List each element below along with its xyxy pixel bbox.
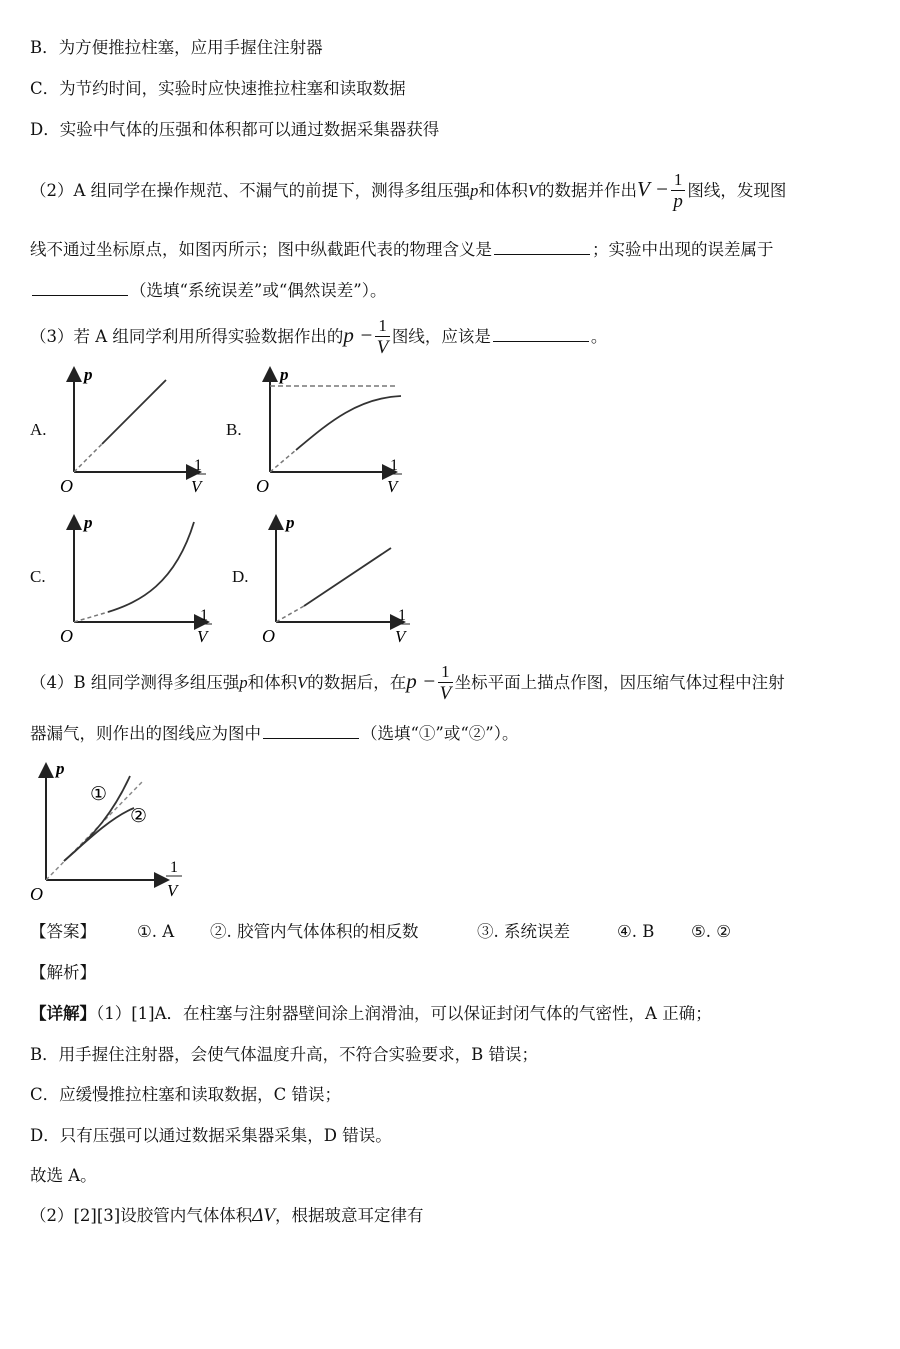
q3-fraction xyxy=(375,316,390,359)
q3-frac-lhs: p − xyxy=(343,323,374,347)
q2-frac-den: p xyxy=(673,191,683,212)
graph-d-p-label: p xyxy=(286,513,295,532)
q4-text-1: （4）B 组同学测得多组压强 xyxy=(30,673,240,692)
answer-item-4: ④. B xyxy=(617,922,655,941)
q4-frac-den: V xyxy=(439,683,452,704)
q2-line3 xyxy=(30,279,387,303)
q2-frac-lhs: V − xyxy=(637,177,669,201)
q4-frac-num: 1 xyxy=(438,662,453,683)
graph-q4-label-1: ① xyxy=(90,784,108,805)
q2-text-3: 的数据并作出 xyxy=(538,181,638,200)
q4-var-p: p xyxy=(239,673,248,692)
q4-line1 xyxy=(30,662,785,705)
q2-fraction xyxy=(671,170,686,213)
graph-a xyxy=(50,360,220,500)
graph-label-a: A. xyxy=(30,420,47,439)
graph-label-c: C. xyxy=(30,567,46,586)
graph-q4-x-den: V xyxy=(167,881,178,900)
graph-d-x-num: 1 xyxy=(398,607,406,624)
q3-line1 xyxy=(30,316,607,359)
graph-a-x-den: V xyxy=(191,477,202,496)
answer-label: 【答案】 xyxy=(30,922,96,941)
q3-text-1: （3）若 A 组同学利用所得实验数据作出的 xyxy=(30,327,344,346)
q4-var-v: V xyxy=(297,673,308,692)
q2-text-7: （选填“系统误差”或“偶然误差”）。 xyxy=(130,281,387,300)
graph-label-d: D. xyxy=(232,567,249,586)
graph-q4-origin: O xyxy=(30,884,43,904)
q3-frac-den: V xyxy=(376,337,389,358)
graph-b-x-den: V xyxy=(387,477,398,496)
q4-frac-lhs: p − xyxy=(406,669,437,693)
graph-b-p-label: p xyxy=(280,365,289,384)
graph-q4-label-2: ② xyxy=(130,806,148,827)
option-d-text: D．实验中气体的压强和体积都可以通过数据采集器获得 xyxy=(30,120,440,139)
graph-d xyxy=(252,508,422,648)
q4-text-6: （选填“①”或“②”）。 xyxy=(361,724,519,743)
q4-text-5: 器漏气，则作出的图线应为图中 xyxy=(30,724,261,743)
analysis-label: 【解析】 xyxy=(30,963,96,982)
option-c-text: C．为节约时间，实验时应快速推拉柱塞和读取数据 xyxy=(30,79,406,98)
option-b-text: B．为方便推拉柱塞，应用手握住注射器 xyxy=(30,38,323,57)
graph-b-extrapolation xyxy=(270,450,296,472)
q2-blank-2[interactable] xyxy=(32,279,128,296)
detail-line-6 xyxy=(30,1204,424,1228)
graph-a-p-label: p xyxy=(84,365,93,384)
q4-text-2: 和体积 xyxy=(247,673,298,692)
graph-c-x-den: V xyxy=(197,627,208,646)
q2-text-5: 线不通过坐标原点，如图丙所示；图中纵截距代表的物理含义是 xyxy=(30,240,492,259)
answer-item-2: ②. 胶管内气体体积的相反数 xyxy=(210,922,419,941)
graph-b-origin: O xyxy=(256,476,269,496)
q4-line2 xyxy=(30,722,519,746)
q2-line1 xyxy=(30,170,786,213)
graph-a-line xyxy=(102,380,166,444)
q3-text-3: 。 xyxy=(590,327,608,346)
answer-item-5: ⑤. ② xyxy=(691,922,732,941)
q4-text-4: 坐标平面上描点作图，因压缩气体过程中注射 xyxy=(454,673,785,692)
graph-c-extrapolation xyxy=(74,612,108,622)
answer-item-3: ③. 系统误差 xyxy=(477,922,570,941)
graph-d-line xyxy=(304,548,391,606)
detail-delta-v: ΔV xyxy=(252,1205,276,1226)
graph-b-curve xyxy=(296,396,401,450)
detail-text-6b: ，根据玻意耳定律有 xyxy=(275,1206,424,1225)
q2-var-v: V xyxy=(527,181,539,200)
q4-fraction xyxy=(438,662,453,705)
graph-q4-x-num: 1 xyxy=(170,859,178,876)
q4-text-3: 的数据后，在 xyxy=(307,673,407,692)
graph-c-origin: O xyxy=(60,626,73,646)
detail-label: 【详解】 xyxy=(30,1004,96,1023)
q2-frac-num: 1 xyxy=(671,170,686,191)
graph-b-x-num: 1 xyxy=(390,457,398,474)
graph-d-extrapolation xyxy=(276,606,304,622)
graph-d-origin: O xyxy=(262,626,275,646)
detail-line-4: D．只有压强可以通过数据采集器采集，D 错误。 xyxy=(30,1126,392,1145)
graph-b xyxy=(246,360,416,500)
graph-c-x-num: 1 xyxy=(200,607,208,624)
graph-q4 xyxy=(24,756,204,906)
answer-item-1: ①. A xyxy=(137,922,175,941)
graph-a-extrapolation xyxy=(74,444,102,472)
graph-a-x-num: 1 xyxy=(194,457,202,474)
q2-line2 xyxy=(30,238,774,262)
detail-line-1 xyxy=(30,1002,712,1026)
q3-text-2: 图线，应该是 xyxy=(391,327,491,346)
q2-text-4: 图线，发现图 xyxy=(687,181,787,200)
q2-blank-1[interactable] xyxy=(494,238,590,255)
q4-blank[interactable] xyxy=(263,722,359,739)
detail-line-2: B．用手握住注射器，会使气体温度升高，不符合实验要求，B 错误； xyxy=(30,1045,538,1064)
detail-line-3: C．应缓慢推拉柱塞和读取数据，C 错误； xyxy=(30,1085,341,1104)
graph-c-curve xyxy=(108,522,194,612)
detail-line-5: 故选 A。 xyxy=(30,1166,97,1185)
detail-text-6a: （2）[2][3]设胶管内气体体积 xyxy=(30,1206,253,1225)
graph-c-p-label: p xyxy=(84,513,93,532)
q2-var-p: p xyxy=(470,181,479,200)
graph-c xyxy=(50,508,225,648)
q2-text-6: ；实验中出现的误差属于 xyxy=(592,240,774,259)
graph-q4-p-label: p xyxy=(56,759,65,778)
q2-text-2: 和体积 xyxy=(478,181,528,200)
graph-label-b: B. xyxy=(226,420,242,439)
q3-frac-num: 1 xyxy=(375,316,390,337)
graph-d-x-den: V xyxy=(395,627,406,646)
detail-text-1: （1）[1]A．在柱塞与注射器壁间涂上润滑油，可以保证封闭气体的气密性，A 正确； xyxy=(96,1004,712,1023)
q2-text-1: （2）A 组同学在操作规范、不漏气的前提下，测得多组压强 xyxy=(30,181,471,200)
q3-blank[interactable] xyxy=(493,325,589,342)
graph-a-origin: O xyxy=(60,476,73,496)
